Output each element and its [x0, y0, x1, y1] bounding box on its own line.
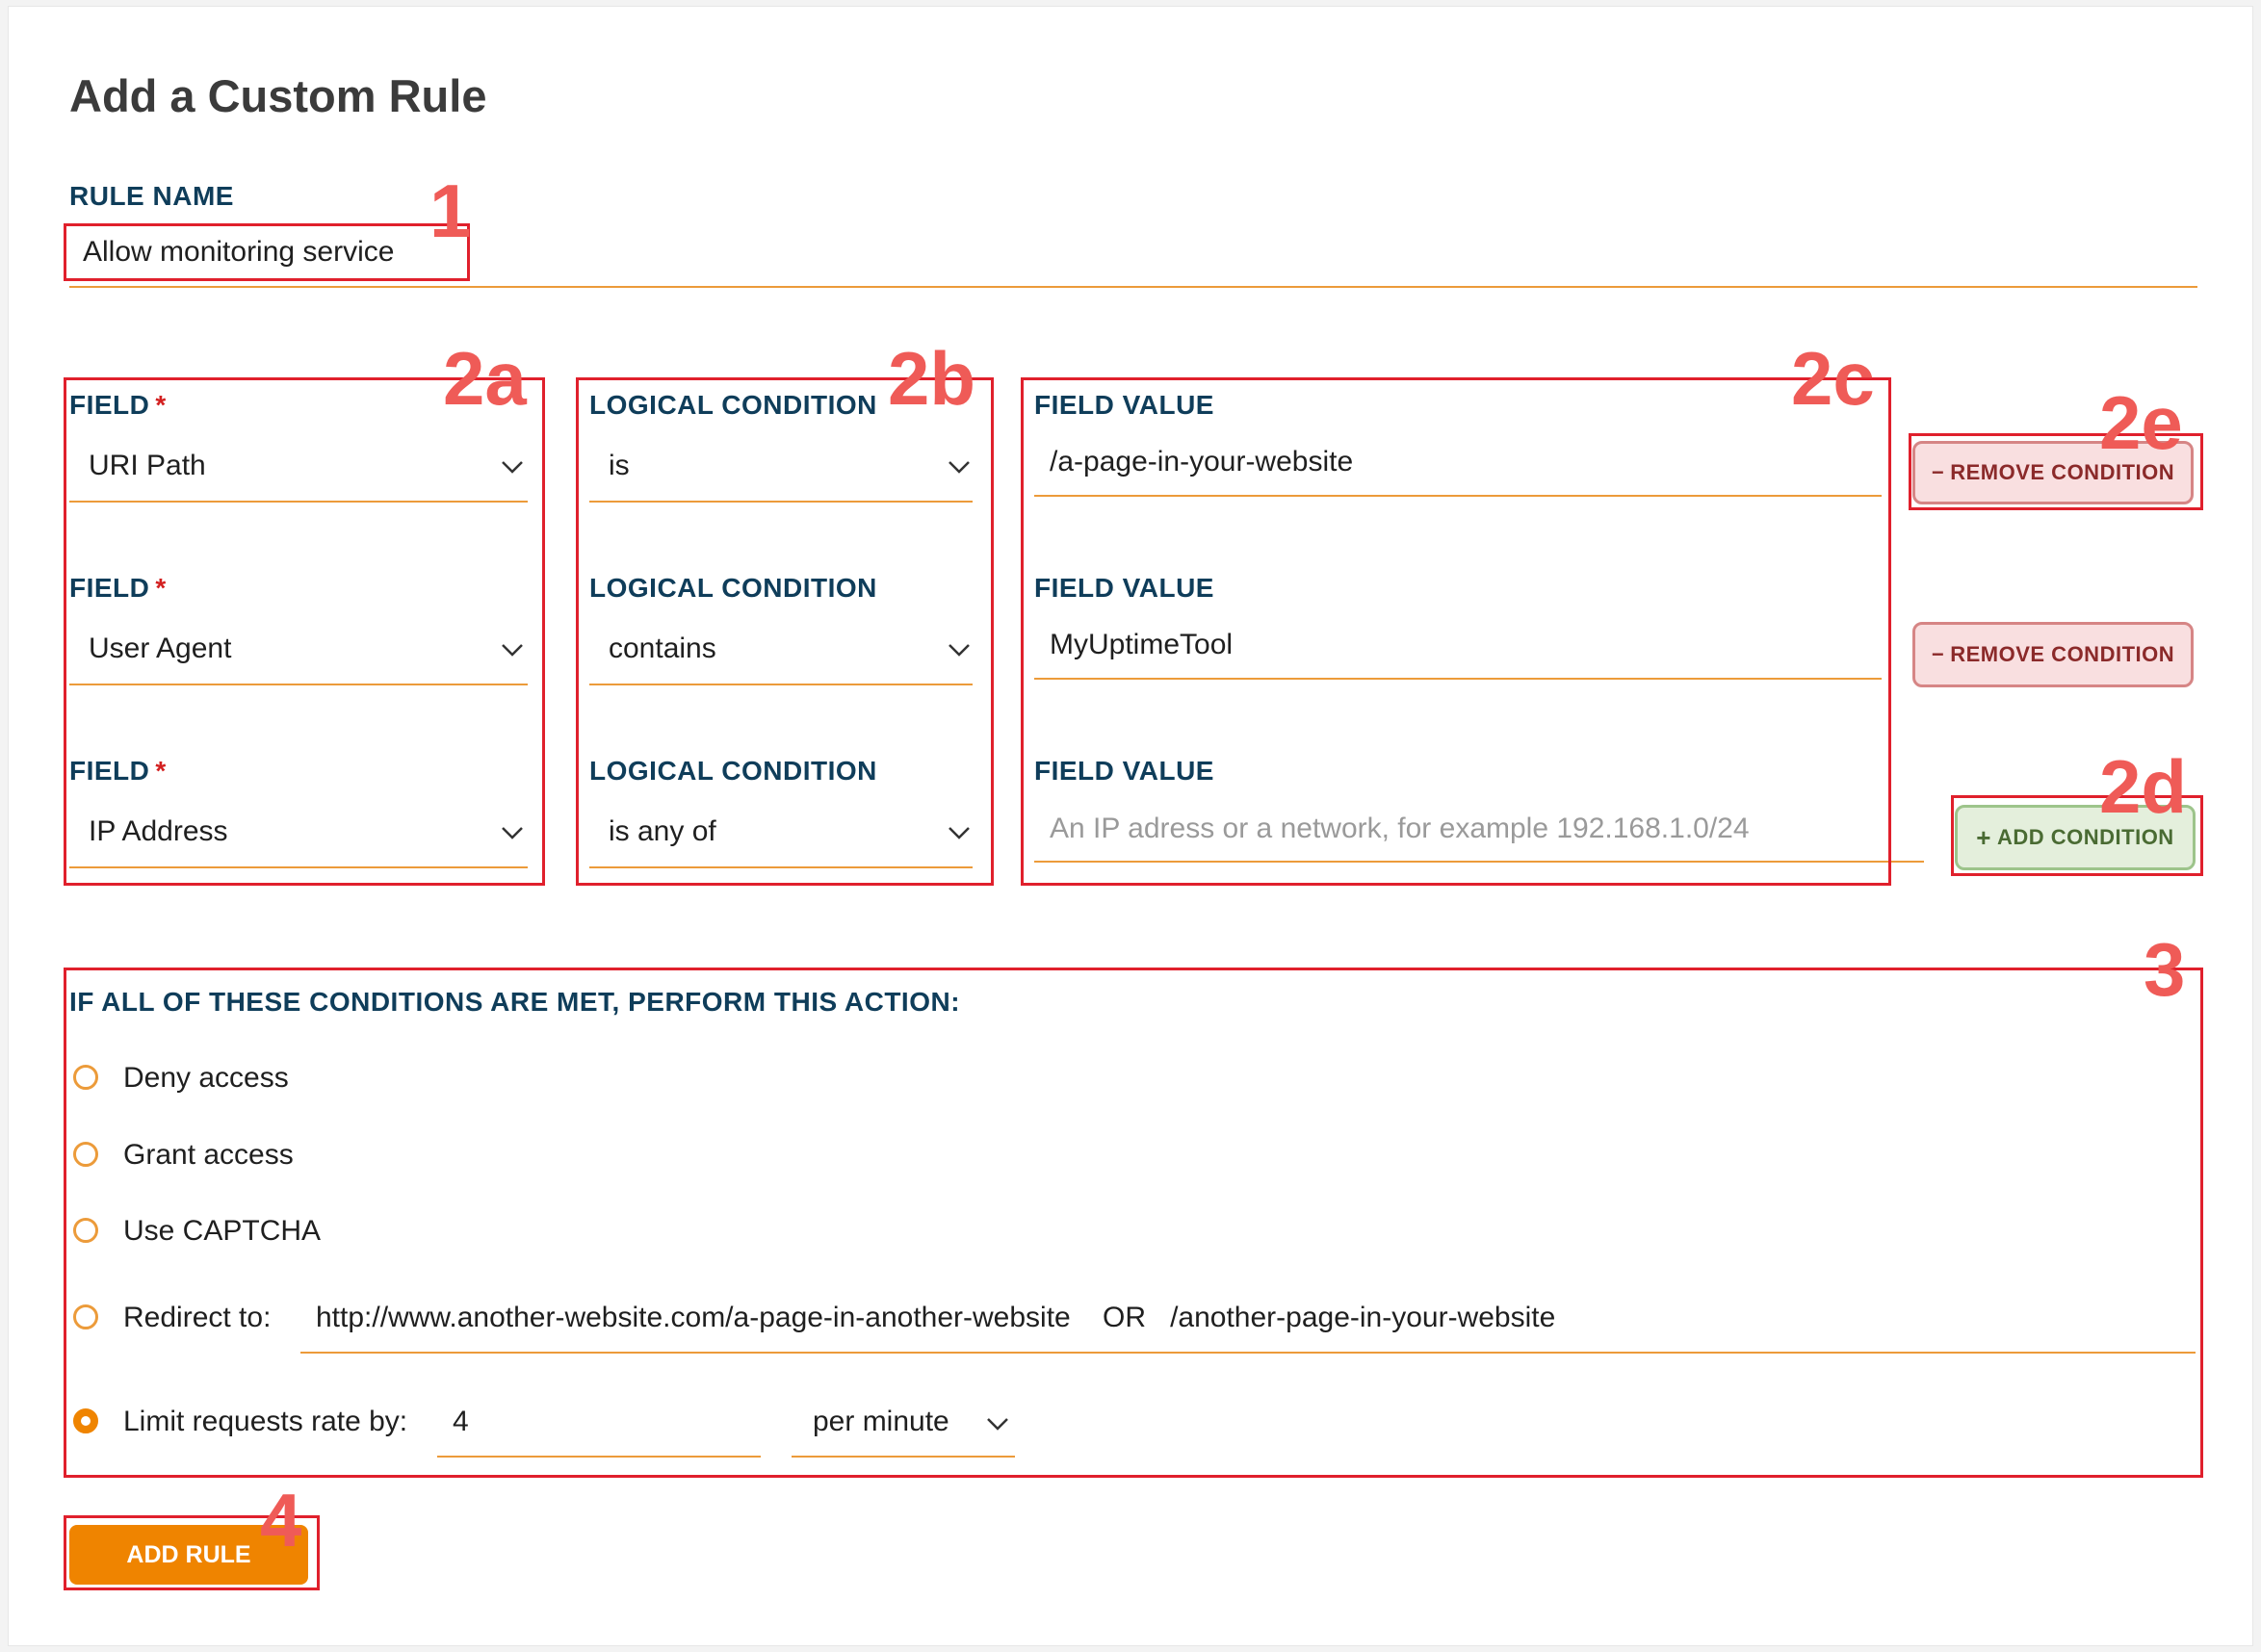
annotation-number-2b: 2b — [888, 336, 976, 421]
radio-deny-label: Deny access — [123, 1062, 289, 1094]
plus-icon: + — [1976, 822, 1991, 852]
add-condition-button[interactable]: + ADD CONDITION — [1955, 805, 2196, 870]
page-title: Add a Custom Rule — [69, 70, 487, 121]
logical-condition-select[interactable]: is — [609, 450, 630, 481]
annotation-box-1 — [64, 223, 470, 281]
annotation-box-3 — [64, 968, 2203, 1478]
radio-grant-label: Grant access — [123, 1139, 294, 1171]
field-value-input[interactable]: /a-page-in-your-website — [1050, 446, 1354, 478]
radio-limit-label: Limit requests rate by: — [123, 1406, 408, 1437]
remove-condition-button[interactable]: − REMOVE CONDITION — [1912, 441, 2194, 504]
annotation-number-3: 3 — [2144, 927, 2186, 1012]
rule-name-input[interactable]: Allow monitoring service — [83, 236, 395, 268]
add-rule-button[interactable]: ADD RULE — [69, 1525, 308, 1585]
annotation-number-4: 4 — [260, 1478, 302, 1562]
field-label: FIELD * — [69, 390, 167, 420]
field-value-label: FIELD VALUE — [1034, 756, 1214, 786]
annotation-number-2c: 2c — [1791, 336, 1875, 421]
field-select[interactable]: User Agent — [89, 632, 232, 664]
field-label: FIELD * — [69, 573, 167, 603]
field-select[interactable]: URI Path — [89, 450, 206, 481]
minus-icon: − — [1931, 460, 1945, 484]
field-select[interactable]: IP Address — [89, 815, 228, 847]
annotation-number-2d: 2d — [2099, 744, 2188, 829]
annotation-number-1: 1 — [429, 168, 472, 253]
field-value-input[interactable]: MyUptimeTool — [1050, 629, 1234, 660]
logical-condition-label: LOGICAL CONDITION — [589, 756, 877, 786]
radio-redirect-label: Redirect to: — [123, 1302, 272, 1333]
annotation-number-2a: 2a — [443, 336, 527, 421]
logical-condition-select[interactable]: is any of — [609, 815, 716, 847]
field-value-input[interactable]: An IP adress or a network, for example 192.168.1.0/24 — [1050, 813, 1750, 844]
field-value-label: FIELD VALUE — [1034, 390, 1214, 420]
limit-rate-input[interactable]: 4 — [453, 1406, 469, 1437]
minus-icon: − — [1931, 642, 1945, 666]
limit-period-select[interactable]: per minute — [813, 1406, 949, 1437]
field-label: FIELD * — [69, 756, 167, 786]
logical-condition-select[interactable]: contains — [609, 632, 716, 664]
annotation-box-2c — [1021, 377, 1891, 886]
annotation-box-2a — [64, 377, 545, 886]
field-value-label: FIELD VALUE — [1034, 573, 1214, 603]
annotation-box-2b — [576, 377, 994, 886]
action-heading: IF ALL OF THESE CONDITIONS ARE MET, PERFORM THIS ACTION: — [69, 987, 961, 1017]
remove-condition-button[interactable]: − REMOVE CONDITION — [1912, 622, 2194, 687]
logical-condition-label: LOGICAL CONDITION — [589, 573, 877, 603]
rule-name-label: RULE NAME — [69, 181, 234, 211]
radio-captcha-label: Use CAPTCHA — [123, 1215, 322, 1247]
rule-name-underline — [69, 286, 2197, 288]
logical-condition-label: LOGICAL CONDITION — [589, 390, 877, 420]
annotation-number-2e: 2e — [2099, 380, 2183, 465]
redirect-url-input[interactable]: http://www.another-website.com/a-page-in-another-website OR /another-page-in-your-website — [316, 1302, 1556, 1333]
